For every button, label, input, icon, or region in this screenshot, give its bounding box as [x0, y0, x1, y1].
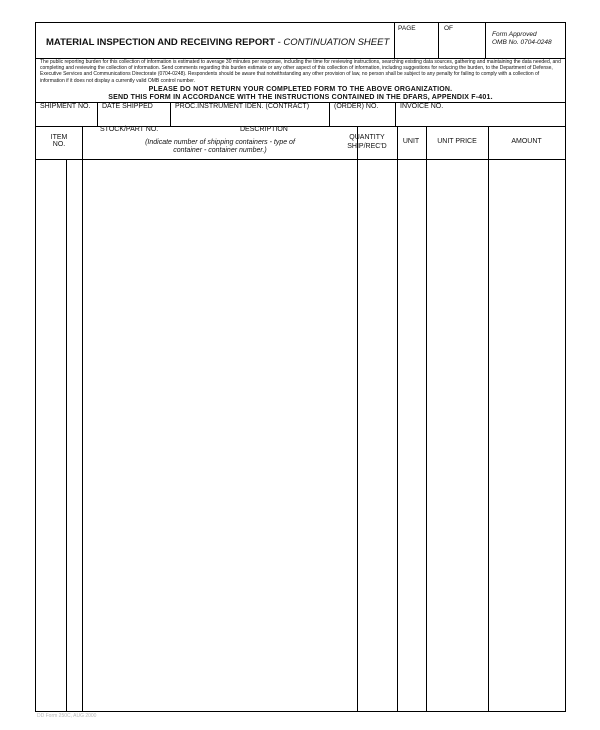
- ref-divider-1: [97, 102, 98, 126]
- ref-divider-2: [170, 102, 171, 126]
- description-note: [84, 139, 356, 155]
- unit-price-header: UNIT PRICE: [437, 138, 477, 145]
- description-note-line1: (Indicate number of shipping containers - type of: [145, 139, 295, 146]
- invoice-no-label: INVOICE NO.: [400, 103, 444, 110]
- page-label: PAGE: [398, 25, 416, 32]
- item-no-header-line1: ITEM: [50, 134, 68, 141]
- omb-number: OMB No. 0704-0248: [492, 39, 552, 46]
- description-header: DESCRIPTION: [240, 126, 288, 133]
- amount-header: AMOUNT: [511, 138, 542, 145]
- return-warning: PLEASE DO NOT RETURN YOUR COMPLETED FORM TO THE ABOVE ORGANIZATION.: [148, 86, 453, 93]
- form-approved-label: Form Approved: [492, 31, 537, 38]
- quantity-header-line2: SHIP/REC'D: [347, 143, 387, 150]
- item-no-entry-area[interactable]: [36, 160, 66, 711]
- approval-divider: [485, 23, 486, 58]
- form-title-main: MATERIAL INSPECTION AND RECEIVING REPORT: [46, 37, 275, 48]
- dfars-instruction: SEND THIS FORM IN ACCORDANCE WITH THE INSTRUCTIONS CONTAINED IN THE DFARS, APPENDIX F-401.: [108, 94, 493, 101]
- form-title-sub: - CONTINUATION SHEET: [277, 37, 390, 48]
- unit-header: UNIT: [402, 138, 420, 145]
- order-no-label: (ORDER) NO.: [334, 103, 379, 110]
- burden-notice: The public reporting burden for this collection of information is estimated to average 30 minutes per response, including the time for reviewing instructions, searching existing data sources, gathering and maintaining the data needed, and completing and reviewing the collection of information. Send comments regarding this burden estimate or any other aspect of this collection of information, including suggestions for reducing the burden, to the Department of Defense, Executive Services and Communications Directorate (0704-0248). Respondents should be aware that notwithstanding any other provision of law, no person shall be subject to any penalty for failing to comply with a collection of information if it does not display a currently valid OMB control number.: [40, 59, 561, 84]
- of-divider: [438, 23, 439, 58]
- description-note-line2: container - container number.): [173, 147, 267, 154]
- quantity-header: [337, 133, 397, 151]
- item-no-header-line2: NO.: [52, 141, 66, 148]
- form-footer-id: DD Form 250C, AUG 2000: [37, 713, 97, 719]
- quantity-entry-area[interactable]: [358, 160, 397, 711]
- amount-entry-area[interactable]: [489, 160, 565, 711]
- inspection-report-form: [35, 22, 566, 712]
- of-label: OF: [444, 25, 454, 32]
- proc-instrument-label: PROC.INSTRUMENT IDEN. (CONTRACT): [175, 103, 310, 110]
- unit-price-entry-area[interactable]: [427, 160, 488, 711]
- description-entry-area[interactable]: [83, 160, 357, 711]
- unit-entry-area[interactable]: [398, 160, 426, 711]
- date-shipped-label: DATE SHIPPED: [102, 103, 153, 110]
- ref-divider-4: [395, 102, 396, 126]
- ref-divider-3: [329, 102, 330, 126]
- item-no-header: [36, 134, 82, 148]
- form-title: [46, 37, 389, 48]
- page-divider: [394, 23, 395, 58]
- quantity-header-line1: QUANTITY: [349, 134, 385, 141]
- shipment-no-label: SHIPMENT NO.: [40, 103, 91, 110]
- stock-part-no-header: STOCK/PART NO.: [100, 126, 159, 133]
- col-divider-item-sub: [66, 159, 67, 711]
